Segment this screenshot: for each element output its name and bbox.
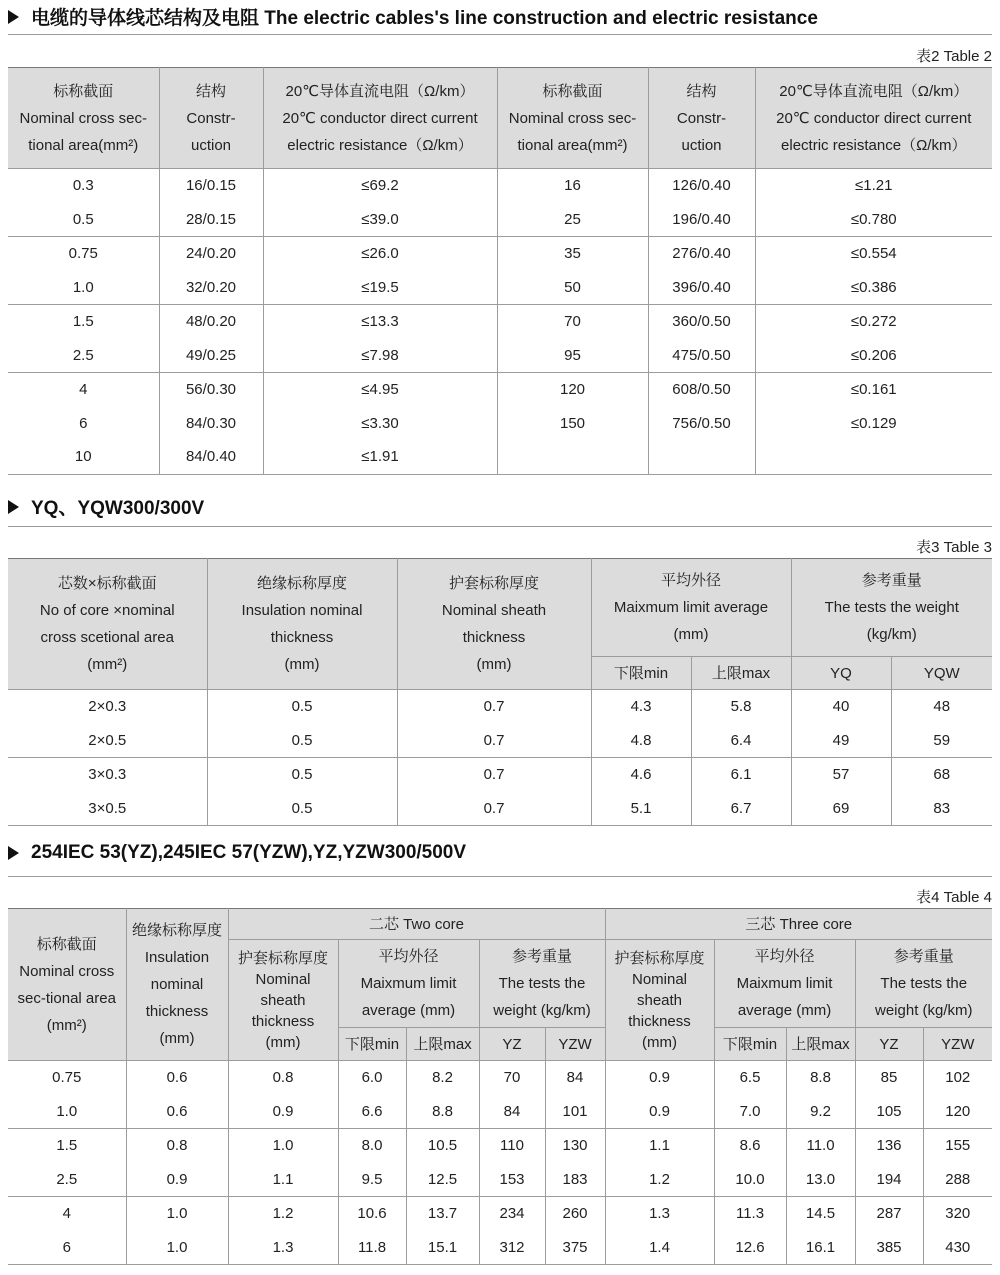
table-cell: 385 [855, 1231, 923, 1265]
header-yq: YQ [791, 657, 891, 690]
table-cell: 375 [545, 1231, 605, 1265]
table-cell: 130 [545, 1129, 605, 1163]
table-cell: 101 [545, 1095, 605, 1129]
table-cell: 608/0.50 [648, 373, 755, 407]
header-insulation: 绝缘标称厚度 Insulation nominal thickness (mm) [207, 559, 397, 690]
table-cell: ≤0.386 [755, 271, 992, 305]
table-cell: 0.9 [126, 1163, 228, 1197]
table-row [8, 373, 992, 407]
header-sheath: 护套标称厚度 Nominal sheath thickness (mm) [228, 940, 338, 1061]
header-outer-diameter: 平均外径 Maixmum limit average (mm) [591, 559, 791, 657]
table-cell: 153 [479, 1163, 545, 1197]
table-cell: 0.5 [8, 203, 159, 237]
table-cell: 84 [479, 1095, 545, 1129]
table-cell: 1.0 [8, 1095, 126, 1129]
table-cell: 6 [8, 407, 159, 441]
table-cell [648, 440, 755, 474]
table-cell: 49 [791, 724, 891, 758]
table-cell: ≤39.0 [263, 203, 497, 237]
table-cell: 0.5 [207, 690, 397, 724]
section-divider [8, 876, 992, 877]
table-row [8, 339, 992, 373]
table-cell: 6.0 [338, 1061, 406, 1095]
table-cell [497, 440, 648, 474]
table-cell: 0.3 [8, 169, 159, 203]
table-cell: 9.2 [786, 1095, 855, 1129]
table-cell: 1.0 [8, 271, 159, 305]
table-cell: 70 [479, 1061, 545, 1095]
table-cell: 10 [8, 440, 159, 474]
table-cell: 0.6 [126, 1095, 228, 1129]
table-cell: 12.5 [406, 1163, 479, 1197]
table-cell: 234 [479, 1197, 545, 1231]
header-min: 下限min [591, 657, 691, 690]
header-yz: YZ [855, 1028, 923, 1061]
table-cell: 1.3 [605, 1197, 714, 1231]
table-cell: 57 [791, 758, 891, 792]
header-weight: 参考重量 The tests the weight (kg/km) [479, 940, 605, 1028]
table-cell: 15.1 [406, 1231, 479, 1265]
table-cell: 16 [497, 169, 648, 203]
table-cell: 84/0.40 [159, 440, 263, 474]
table-cell: ≤13.3 [263, 305, 497, 339]
table-cell: 3×0.5 [8, 792, 207, 826]
header-nominal-area: 标称截面 Nominal cross sec- tional area(mm²) [497, 68, 648, 169]
table-cell: 2×0.3 [8, 690, 207, 724]
triangle-bullet-icon [8, 10, 19, 24]
table-cell: 756/0.50 [648, 407, 755, 441]
table-cell: 40 [791, 690, 891, 724]
table-cell: 84 [545, 1061, 605, 1095]
table-cell: 0.8 [126, 1129, 228, 1163]
table-cell: 2×0.5 [8, 724, 207, 758]
table-cell: 0.7 [397, 758, 591, 792]
table-row [8, 1197, 992, 1231]
table-cell: 0.8 [228, 1061, 338, 1095]
table-cell [755, 440, 992, 474]
header-yzw: YZW [545, 1028, 605, 1061]
table-cell: 1.5 [8, 1129, 126, 1163]
table-cell: 1.3 [228, 1231, 338, 1265]
header-nominal-area: 标称截面 Nominal cross sec-tional area (mm²) [8, 909, 126, 1061]
table-row [8, 169, 992, 203]
table-row [8, 758, 992, 792]
table-cell: 1.2 [228, 1197, 338, 1231]
table-cell: ≤1.21 [855, 177, 893, 195]
table-cell: 35 [497, 237, 648, 271]
table-label: 表2 Table 2 [916, 48, 992, 65]
table-cell: 6.5 [714, 1061, 786, 1095]
table-cell: 312 [479, 1231, 545, 1265]
table-cell: 0.6 [126, 1061, 228, 1095]
table-cell: 136 [855, 1129, 923, 1163]
table-cell: 24/0.20 [159, 237, 263, 271]
table-cell: 1.2 [605, 1163, 714, 1197]
table-3 [8, 558, 992, 826]
section-header-3 [8, 842, 466, 864]
header-sheath: 护套标称厚度 Nominal sheath thickness (mm) [605, 940, 714, 1061]
table-cell: 2.5 [8, 1163, 126, 1197]
table-row [8, 1061, 992, 1095]
table-cell: 28/0.15 [159, 203, 263, 237]
table-cell: 8.2 [406, 1061, 479, 1095]
table-cell: 50 [497, 271, 648, 305]
table-cell: 4 [8, 1197, 126, 1231]
table-row [8, 305, 992, 339]
table-cell: 95 [497, 339, 648, 373]
header-resistance: 20℃导体直流电阻（Ω/km） 20℃ conductor direct current electric resistance（Ω/km） [755, 68, 992, 169]
table-label: 表3 Table 3 [916, 539, 992, 556]
section-header-1 [8, 3, 818, 30]
header-min: 下限min [338, 1028, 406, 1061]
table-cell: 0.9 [605, 1095, 714, 1129]
table-cell: 0.5 [207, 792, 397, 826]
header-two-core: 二芯 Two core [228, 909, 605, 940]
table-cell: 6.7 [691, 792, 791, 826]
table-cell: 56/0.30 [159, 373, 263, 407]
table-cell: ≤26.0 [263, 237, 497, 271]
table-row [8, 1095, 992, 1129]
table-cell: 11.0 [786, 1129, 855, 1163]
table-cell: 1.1 [228, 1163, 338, 1197]
table-cell: 5.8 [691, 690, 791, 724]
table-cell: 120 [497, 373, 648, 407]
header-insulation: 绝缘标称厚度 Insulation nominal thickness (mm) [126, 909, 228, 1061]
table-row [8, 1163, 992, 1197]
table-cell: 0.75 [8, 237, 159, 271]
table-label: 表4 Table 4 [916, 889, 992, 906]
table-cell: 2.5 [8, 339, 159, 373]
table-cell: ≤19.5 [263, 271, 497, 305]
table-cell: 12.6 [714, 1231, 786, 1265]
table-row [8, 407, 992, 441]
table-cell: 475/0.50 [648, 339, 755, 373]
section-header-2 [8, 493, 204, 520]
table-cell: 4 [8, 373, 159, 407]
table-cell: 16/0.15 [159, 169, 263, 203]
table-cell: 276/0.40 [648, 237, 755, 271]
header-construction: 结构 Constr- uction [159, 68, 263, 169]
table-cell: ≤0.780 [755, 203, 992, 237]
table-cell: 6.1 [691, 758, 791, 792]
table-cell: 4.8 [591, 724, 691, 758]
table-row [8, 237, 992, 271]
table-cell: 102 [945, 1069, 971, 1087]
table-cell: 287 [855, 1197, 923, 1231]
header-sheath: 护套标称厚度 Nominal sheath thickness (mm) [397, 559, 591, 690]
table-cell: 8.6 [714, 1129, 786, 1163]
table-cell: 260 [545, 1197, 605, 1231]
table-cell: ≤69.2 [263, 169, 497, 203]
section-divider [8, 34, 992, 35]
table-cell: 126/0.40 [648, 169, 755, 203]
table-cell: 8.8 [406, 1095, 479, 1129]
table-row [8, 1231, 992, 1265]
table-cell: 8.0 [338, 1129, 406, 1163]
header-yz: YZ [479, 1028, 545, 1061]
table-cell: 120 [923, 1095, 992, 1129]
table-cell: ≤0.161 [850, 381, 897, 399]
table-row [8, 203, 992, 237]
table-cell: 9.5 [338, 1163, 406, 1197]
section-title: 电缆的导体线芯结构及电阻 The electric cables's line construction and electric resistance [31, 8, 818, 29]
table-cell: ≤0.554 [850, 245, 897, 263]
table-cell: 0.5 [207, 724, 397, 758]
table-2 [8, 67, 992, 475]
header-min: 下限min [714, 1028, 786, 1061]
table-cell: 85 [855, 1061, 923, 1095]
table-cell: 183 [545, 1163, 605, 1197]
table-row [8, 792, 992, 826]
table-4 [8, 908, 992, 1265]
table-cell: 32/0.20 [159, 271, 263, 305]
table-cell: 0.5 [207, 758, 397, 792]
table-cell: 13.7 [406, 1197, 479, 1231]
table-cell: 0.9 [605, 1061, 714, 1095]
header-max: 上限max [691, 657, 791, 690]
table-cell: 14.5 [786, 1197, 855, 1231]
table-cell: 4.3 [591, 690, 691, 724]
table-cell: 10.0 [714, 1163, 786, 1197]
table-cell: 320 [945, 1205, 971, 1223]
table-row [8, 1129, 992, 1163]
header-max: 上限max [786, 1028, 855, 1061]
table-row [8, 440, 992, 474]
header-resistance: 20℃导体直流电阻（Ω/km） 20℃ conductor direct current electric resistance（Ω/km） [263, 68, 497, 169]
table-cell: 396/0.40 [648, 271, 755, 305]
table-cell: 0.9 [228, 1095, 338, 1129]
section-divider [8, 526, 992, 527]
table-cell: 1.0 [126, 1197, 228, 1231]
table-cell: 48 [933, 698, 951, 716]
table-cell: 8.8 [786, 1061, 855, 1095]
table-cell: 0.7 [397, 724, 591, 758]
table-cell: 155 [945, 1137, 971, 1155]
table-cell: 4.6 [591, 758, 691, 792]
table-cell: 288 [923, 1163, 992, 1197]
table-cell: 194 [855, 1163, 923, 1197]
table-cell: 150 [497, 407, 648, 441]
table-cell: 0.7 [397, 690, 591, 724]
header-outer-diameter: 平均外径 Maixmum limit average (mm) [338, 940, 479, 1028]
table-cell: 6 [8, 1231, 126, 1265]
table-cell: 10.5 [406, 1129, 479, 1163]
table-cell: 84/0.30 [159, 407, 263, 441]
table-cell: 49/0.25 [159, 339, 263, 373]
table-cell: 1.5 [8, 305, 159, 339]
table-row [8, 271, 992, 305]
header-weight: 参考重量 The tests the weight (kg/km) [855, 940, 992, 1028]
table-cell: 11.3 [714, 1197, 786, 1231]
table-cell: 70 [497, 305, 648, 339]
table-cell: ≤0.272 [850, 313, 897, 331]
table-cell: 11.8 [338, 1231, 406, 1265]
section-title: YQ、YQW300/300V [31, 498, 205, 519]
table-cell: 1.4 [605, 1231, 714, 1265]
header-yqw: YQW [891, 657, 992, 690]
header-max: 上限max [406, 1028, 479, 1061]
header-weight: 参考重量 The tests the weight (kg/km) [791, 559, 992, 657]
table-cell: 1.0 [228, 1129, 338, 1163]
header-three-core: 三芯 Three core [605, 909, 992, 940]
table-cell: ≤0.206 [755, 339, 992, 373]
table-cell: 3×0.3 [8, 758, 207, 792]
table-cell: 1.0 [126, 1231, 228, 1265]
table-cell: 7.0 [714, 1095, 786, 1129]
table-cell: 16.1 [786, 1231, 855, 1265]
table-cell: 69 [791, 792, 891, 826]
table-cell: 6.6 [338, 1095, 406, 1129]
header-outer-diameter: 平均外径 Maixmum limit average (mm) [714, 940, 855, 1028]
table-cell: 0.7 [397, 792, 591, 826]
table-cell: ≤1.91 [263, 440, 497, 474]
header-yzw: YZW [923, 1028, 992, 1061]
header-construction: 结构 Constr- uction [648, 68, 755, 169]
table-cell: ≤4.95 [263, 373, 497, 407]
table-cell: ≤3.30 [263, 407, 497, 441]
table-cell: 6.4 [691, 724, 791, 758]
table-cell: ≤7.98 [263, 339, 497, 373]
table-cell: 13.0 [786, 1163, 855, 1197]
header-nominal-area: 标称截面 Nominal cross sec- tional area(mm²) [8, 68, 159, 169]
table-cell: 196/0.40 [648, 203, 755, 237]
table-row [8, 690, 992, 724]
table-cell: 48/0.20 [159, 305, 263, 339]
table-cell: 110 [479, 1129, 545, 1163]
table-cell: 5.1 [591, 792, 691, 826]
table-cell: 430 [923, 1231, 992, 1265]
header-core-area: 芯数×标称截面 No of core ×nominal cross scetional area (mm²) [8, 559, 207, 690]
table-row [8, 724, 992, 758]
table-cell: 25 [497, 203, 648, 237]
section-title: 254IEC 53(YZ),245IEC 57(YZW),YZ,YZW300/500V [31, 842, 467, 863]
table-cell: 10.6 [338, 1197, 406, 1231]
table-cell: 83 [891, 792, 992, 826]
table-cell: 360/0.50 [648, 305, 755, 339]
triangle-bullet-icon [8, 500, 19, 514]
table-cell: 1.1 [605, 1129, 714, 1163]
table-cell: 59 [891, 724, 992, 758]
table-cell: ≤0.129 [850, 414, 897, 432]
table-cell: 105 [855, 1095, 923, 1129]
table-cell: 0.75 [8, 1061, 126, 1095]
triangle-bullet-icon [8, 846, 19, 860]
table-cell: 68 [933, 766, 951, 784]
